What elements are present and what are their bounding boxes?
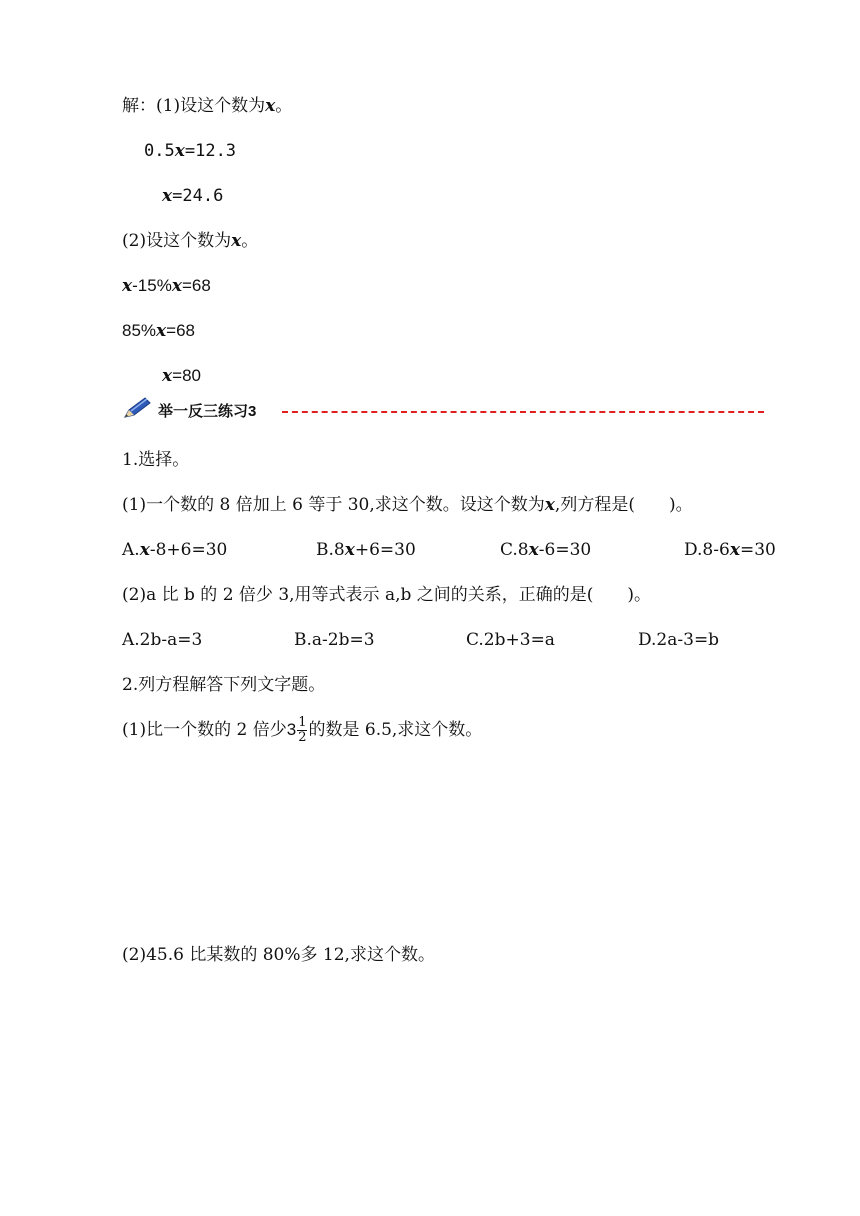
q2-sub1-pre: (1)比一个数的 2 倍少 bbox=[122, 720, 287, 740]
q1-sub2-option-b[interactable]: B.a-2b=3 bbox=[294, 630, 375, 650]
variable-x: x bbox=[231, 231, 242, 251]
eq1-left: 0.5 bbox=[144, 141, 175, 161]
q1-sub2-option-a[interactable]: A.2b-a=3 bbox=[122, 630, 203, 650]
fraction-denominator: 2 bbox=[298, 730, 307, 745]
equation-line-2 bbox=[162, 184, 223, 208]
solution-p1-label: (1)设这个数为 bbox=[156, 96, 266, 116]
eq3-right: =68 bbox=[181, 276, 211, 295]
variable-x: x bbox=[171, 276, 182, 296]
eq1-right: =12.3 bbox=[184, 141, 237, 161]
q1-sub1-stem-a: (1)一个数的 8 倍加上 6 等于 30,求这个数。设这个数为 bbox=[122, 495, 545, 515]
eq5-right: =80 bbox=[172, 366, 201, 385]
mixed-number-whole: 3 bbox=[286, 720, 297, 739]
q2-sub1-post: 的数是 6.5,求这个数。 bbox=[308, 720, 483, 740]
q1-title: 1.选择。 bbox=[122, 450, 190, 470]
variable-x: x bbox=[156, 321, 167, 341]
solution-prefix: 解： bbox=[122, 96, 156, 116]
variable-x: x bbox=[265, 96, 276, 116]
eq4-left: 85% bbox=[122, 321, 157, 340]
period: 。 bbox=[275, 96, 293, 116]
q1-sub2-stem: (2)a 比 b 的 2 倍少 3,用等式表示 a,b 之间的关系，正确的是( )。 bbox=[122, 585, 652, 605]
equation-line-4 bbox=[122, 319, 195, 343]
solution-line-2 bbox=[122, 229, 258, 253]
q1-sub1-option-a[interactable]: A.x-8+6=30 bbox=[122, 540, 228, 560]
variable-x: x bbox=[122, 276, 133, 296]
pencil-icon bbox=[122, 396, 152, 424]
variable-x: x bbox=[162, 366, 173, 386]
fraction-numerator: 1 bbox=[298, 715, 307, 730]
q1-sub1-option-b[interactable]: B.8x+6=30 bbox=[316, 540, 416, 560]
equation-line-5 bbox=[162, 364, 201, 388]
q2-sub1 bbox=[122, 716, 482, 745]
period: 。 bbox=[241, 231, 259, 251]
q1-sub1-option-d[interactable]: D.8-6x=30 bbox=[684, 540, 776, 560]
solution-p2-label: (2)设这个数为 bbox=[122, 231, 232, 251]
section-title: 举一反三练习3 bbox=[158, 402, 257, 420]
equation-line-1 bbox=[144, 139, 236, 163]
q1-sub2-option-c[interactable]: C.2b+3=a bbox=[466, 630, 555, 650]
eq4-right: =68 bbox=[166, 321, 196, 340]
section-divider bbox=[282, 411, 764, 413]
section-heading bbox=[122, 396, 256, 424]
q1-sub1-stem-b: ,列方程是( )。 bbox=[554, 495, 693, 515]
equation-line-3 bbox=[122, 274, 211, 298]
q1-sub1-stem bbox=[122, 493, 693, 517]
q1-sub2-option-d[interactable]: D.2a-3=b bbox=[638, 630, 720, 650]
eq3-mid: -15% bbox=[132, 276, 172, 295]
solution-line-1 bbox=[122, 94, 292, 118]
q2-title: 2.列方程解答下列文字题。 bbox=[122, 675, 326, 695]
variable-x: x bbox=[544, 495, 555, 515]
variable-x: x bbox=[174, 141, 185, 161]
q2-sub2: (2)45.6 比某数的 80%多 12,求这个数。 bbox=[122, 945, 435, 965]
fraction bbox=[297, 716, 307, 745]
eq2-right: =24.6 bbox=[172, 186, 224, 206]
q1-sub1-option-c[interactable]: C.8x-6=30 bbox=[500, 540, 592, 560]
variable-x: x bbox=[162, 186, 173, 206]
